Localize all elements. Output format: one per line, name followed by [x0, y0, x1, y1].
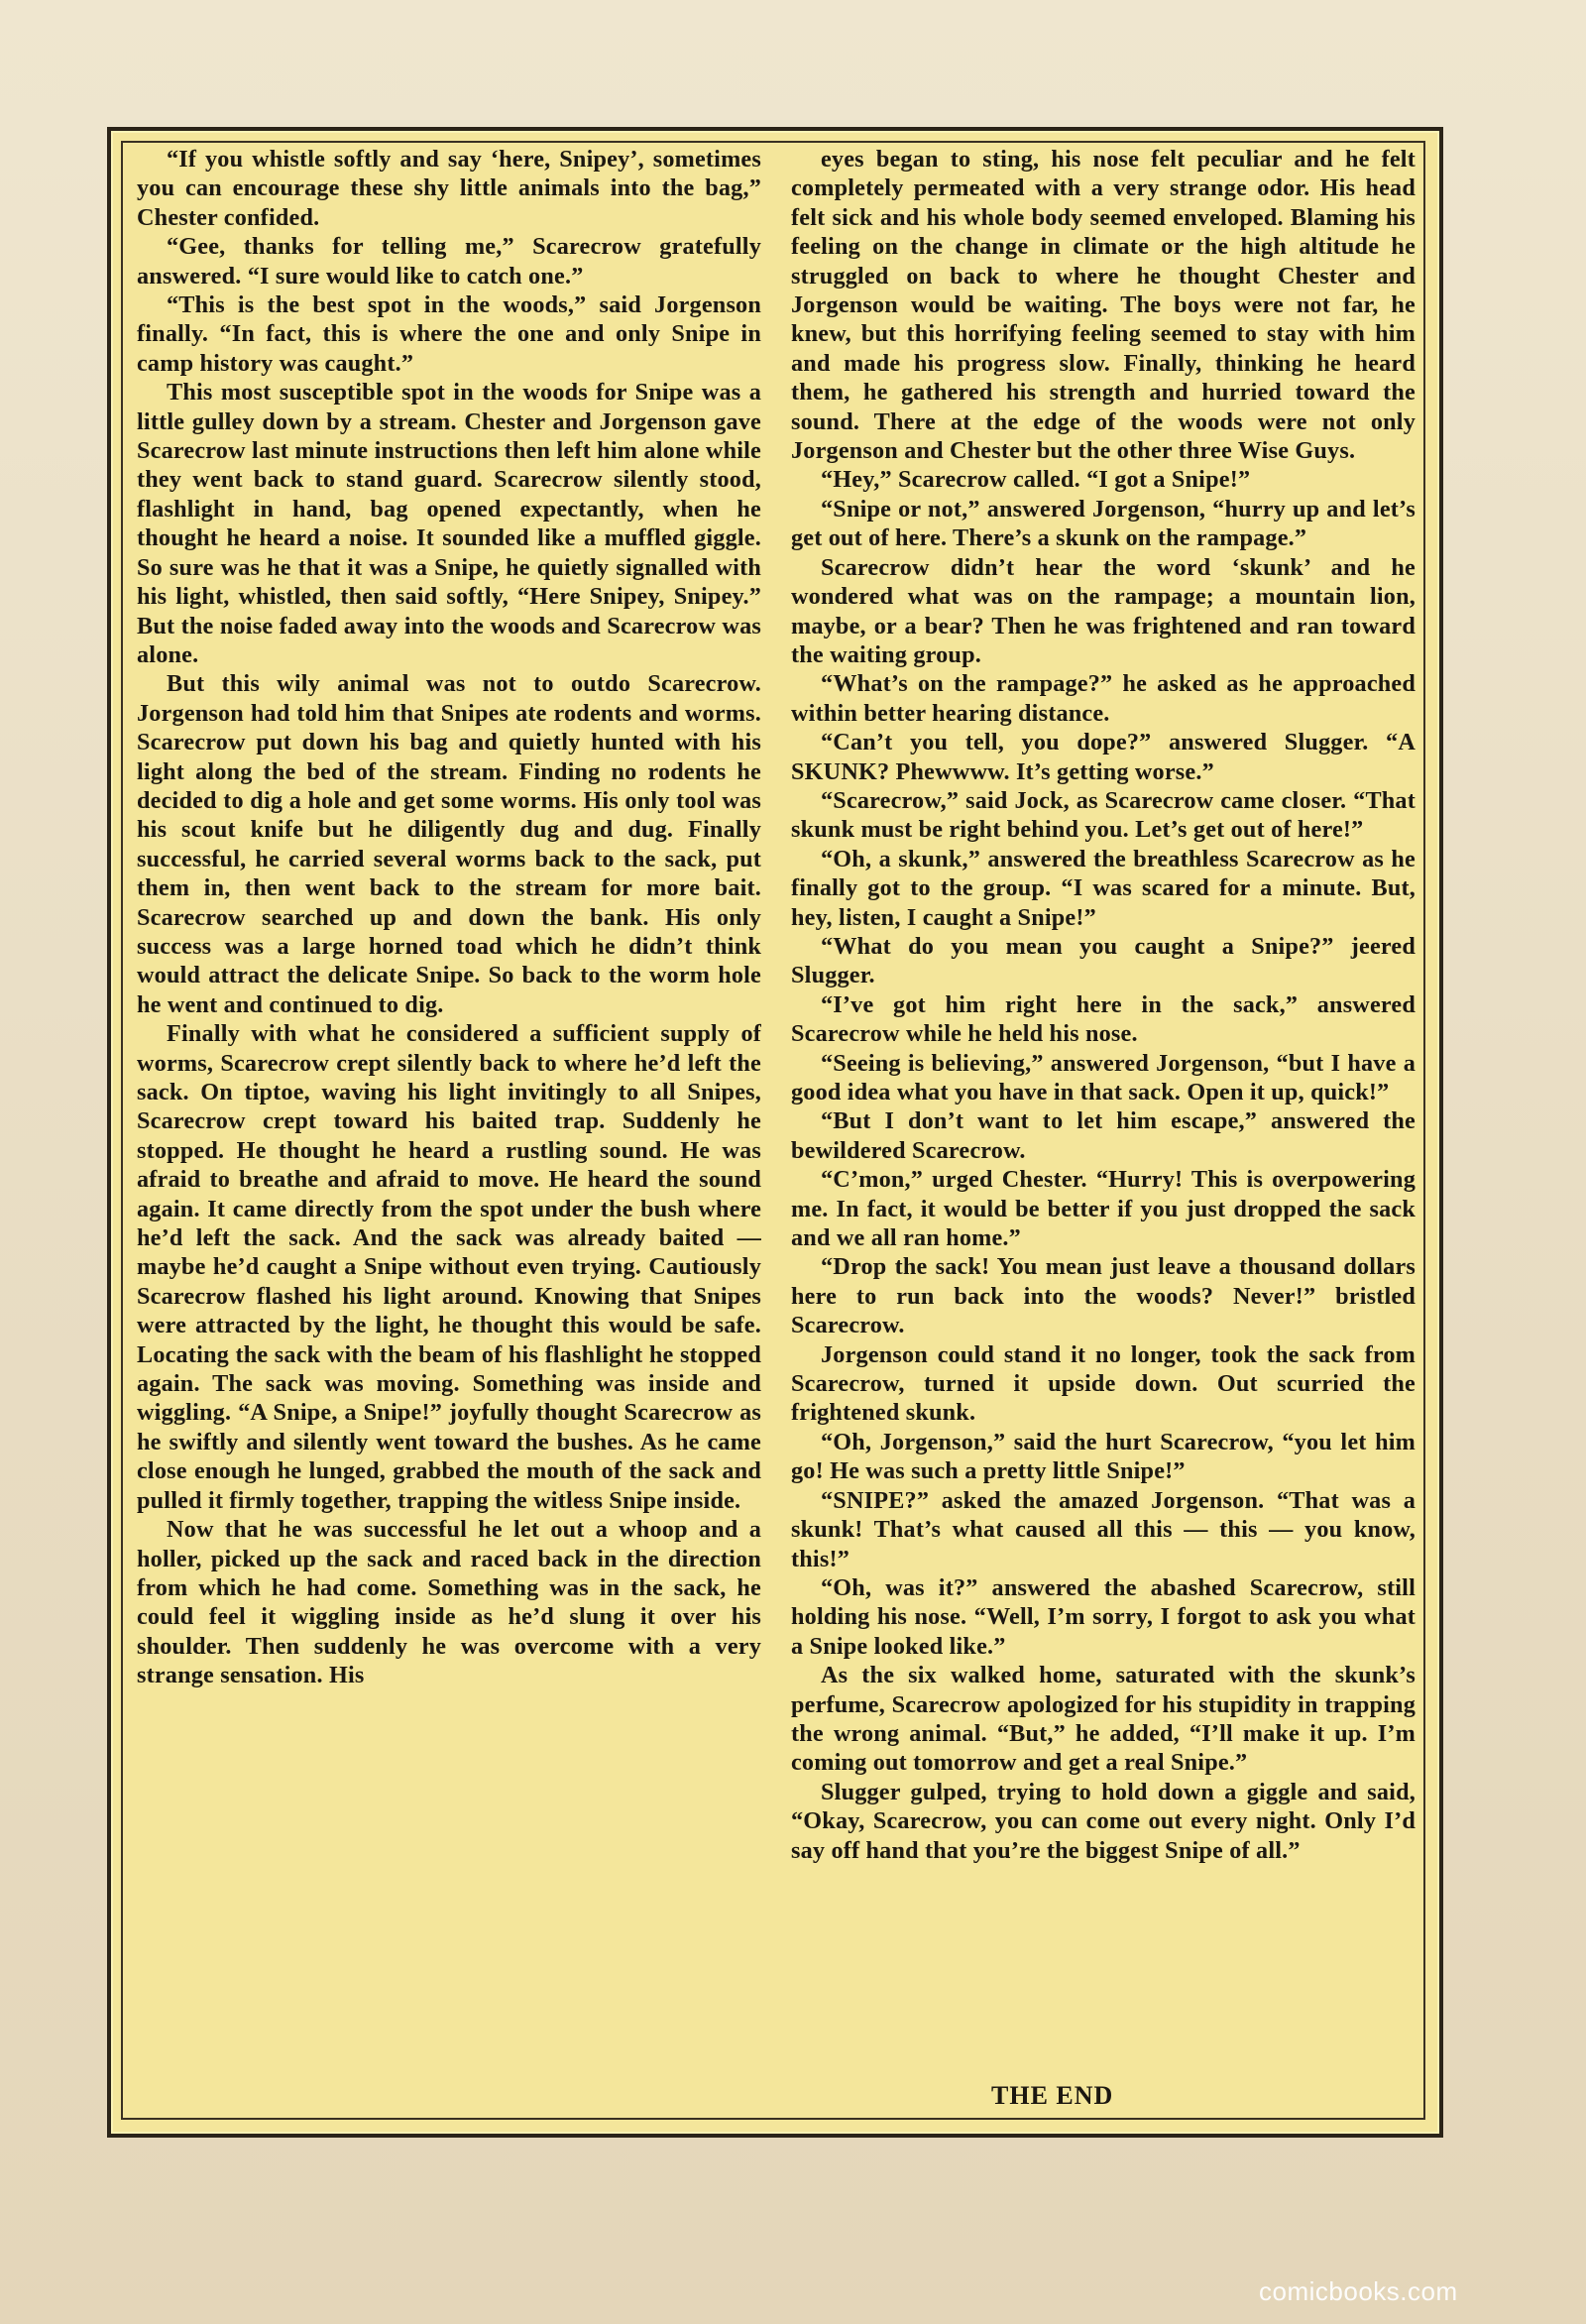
site-watermark: comicbooks.com [1259, 2276, 1458, 2306]
paragraph: “Snipe or not,” answered Jorgenson, “hurry up and let’s get out of here. There’s a skunk on the rampage.” [791, 495, 1416, 552]
paragraph: “I’ve got him right here in the sack,” answered Scarecrow while he held his nose. [791, 990, 1416, 1048]
paragraph: Finally with what he considered a sufficient supply of worms, Scarecrow crept silently back to where he’d left the sack. On tiptoe, waving his light invitingly to all Snipes, Scarecrow crept toward his baited trap. Suddenly he stopped. He thought he heard a rustling sound. He was afraid to breathe and afraid to move. He heard the sound again. It came directly from the spot under the bush where he’d left the sack. And the sack was already baited — maybe he’d caught a Snipe without even trying. Cautiously Scarecrow flashed his light around. Knowing that Snipes were attracted by the light, he thought this would be safe. Locating the sack with the beam of his flashlight he stopped again. The sack was moving. Something was inside and wiggling. “A Snipe, a Snipe!” joyfully thought Scarecrow as he swiftly and silently went toward the bushes. As he came close enough he lunged, grabbed the mouth of the sack and pulled it firmly together, trapping the witless Snipe inside. [137, 1020, 761, 1514]
the-end-label: THE END [991, 2081, 1114, 2110]
paragraph: Scarecrow didn’t hear the word ‘skunk’ and he wondered what was on the rampage; a mountain lion, maybe, or a bear? Then he was frightened and ran toward the waiting group. [791, 553, 1416, 668]
paragraph: “Hey,” Scarecrow called. “I got a Snipe!” [821, 466, 1251, 494]
paragraph: “Scarecrow,” said Jock, as Scarecrow came closer. “That skunk must be right behind you. Let’s get out of here!” [791, 786, 1416, 844]
paragraph: “If you whistle softly and say ‘here, Snipey’, sometimes you can encourage these shy little animals into the bag,” Chester confided. [137, 146, 761, 231]
paragraph: “What do you mean you caught a Snipe?” jeered Slugger. [791, 932, 1416, 989]
left-text-column [137, 145, 761, 2098]
paragraph: Now that he was successful he let out a whoop and a holler, picked up the sack and raced back in the direction from which he had come. Something was in the sack, he could feel it wiggling inside as he’d slung it over his shoulder. Then suddenly he was overcome with a very strange sensation. His [137, 1516, 761, 1689]
paragraph: “This is the best spot in the woods,” said Jorgenson finally. “In fact, this is where the one and only Snipe in camp history was caught.” [137, 291, 761, 377]
paragraph: “Gee, thanks for telling me,” Scarecrow gratefully answered. “I sure would like to catch one.” [137, 233, 761, 290]
paragraph: “What’s on the rampage?” he asked as he approached within better hearing distance. [791, 670, 1416, 727]
paragraph: “SNIPE?” asked the amazed Jorgenson. “That was a skunk! That’s what caused all this — this — you know, this!” [791, 1486, 1416, 1572]
paragraph: As the six walked home, saturated with the skunk’s perfume, Scarecrow apologized for his stupidity in trapping the wrong animal. “But,” he added, “I’ll make it up. I’m coming out tomorrow and get a real Snipe.” [791, 1662, 1416, 1777]
paragraph: This most susceptible spot in the woods for Snipe was a little gulley down by a stream. Chester and Jorgenson gave Scarecrow last minute instructions then left him alone while they went back to stand guard. Scarecrow silently stood, flashlight in hand, bag opened expectantly, when he thought he heard a noise. It sounded like a muffled giggle. So sure was he that it was a Snipe, he quietly signalled with his light, whistled, then said softly, “Here Snipey, Snipey.” But the noise faded away into the woods and Scarecrow was alone. [137, 379, 761, 668]
paragraph: “Oh, a skunk,” answered the breathless Scarecrow as he finally got to the group. “I was scared for a minute. But, hey, listen, I caught a Snipe!” [791, 845, 1416, 931]
paragraph: “Oh, was it?” answered the abashed Scarecrow, still holding his nose. “Well, I’m sorry, I forgot to ask you what a Snipe looked like.” [791, 1573, 1416, 1660]
paragraph: “Drop the sack! You mean just leave a thousand dollars here to run back into the woods? Never!” bristled Scarecrow. [791, 1253, 1416, 1339]
paragraph: “Can’t you tell, you dope?” answered Slugger. “A SKUNK? Phewwww. It’s getting worse.” [791, 729, 1416, 785]
paragraph: eyes began to sting, his nose felt peculiar and he felt completely permeated with a very strange odor. His head felt sick and his whole body seemed enveloped. Blaming his feeling on the change in climate or the high altitude he struggled on back to where he thought Chester and Jorgenson would be waiting. The boys were not far, he knew, but this horrifying feeling seemed to stay with him and made his progress slow. Finally, thinking he heard them, he gathered his strength and hurried toward the sound. There at the edge of the woods were not only Jorgenson and Chester but the other three Wise Guys. [791, 146, 1416, 465]
paragraph: “Seeing is believing,” answered Jorgenson, “but I have a good idea what you have in that sack. Open it up, quick!” [791, 1049, 1416, 1105]
paragraph: Slugger gulped, trying to hold down a giggle and said, “Okay, Scarecrow, you can come out every night. Only I’d say off hand that you’re the biggest Snipe of all.” [791, 1778, 1416, 1864]
paragraph: “Oh, Jorgenson,” said the hurt Scarecrow, “you let him go! He was such a pretty little Snipe!” [791, 1428, 1416, 1485]
paragraph: Jorgenson could stand it no longer, took the sack from Scarecrow, turned it upside down. Out scurried the frightened skunk. [791, 1340, 1416, 1427]
paragraph: But this wily animal was not to outdo Scarecrow. Jorgenson had told him that Snipes ate rodents and worms. Scarecrow put down his bag and quietly hunted with his light along the bed of the stream. Finding no rodents he decided to dig a hole and get some worms. His only tool was his scout knife but he diligently dug and dug. Finally successful, he carried several worms back to the sack, put them in, then went back to the stream for more bait. Scarecrow searched up and down the bank. His only success was a large horned toad which he didn’t think would attract the delicate Snipe. So back to the worm hole he went and continued to dig. [137, 670, 761, 1018]
right-text-column [791, 145, 1416, 2098]
paragraph: “C’mon,” urged Chester. “Hurry! This is overpowering me. In fact, it would be better if you just dropped the sack and we all ran home.” [791, 1166, 1416, 1252]
paragraph: “But I don’t want to let him escape,” answered the bewildered Scarecrow. [791, 1107, 1416, 1164]
